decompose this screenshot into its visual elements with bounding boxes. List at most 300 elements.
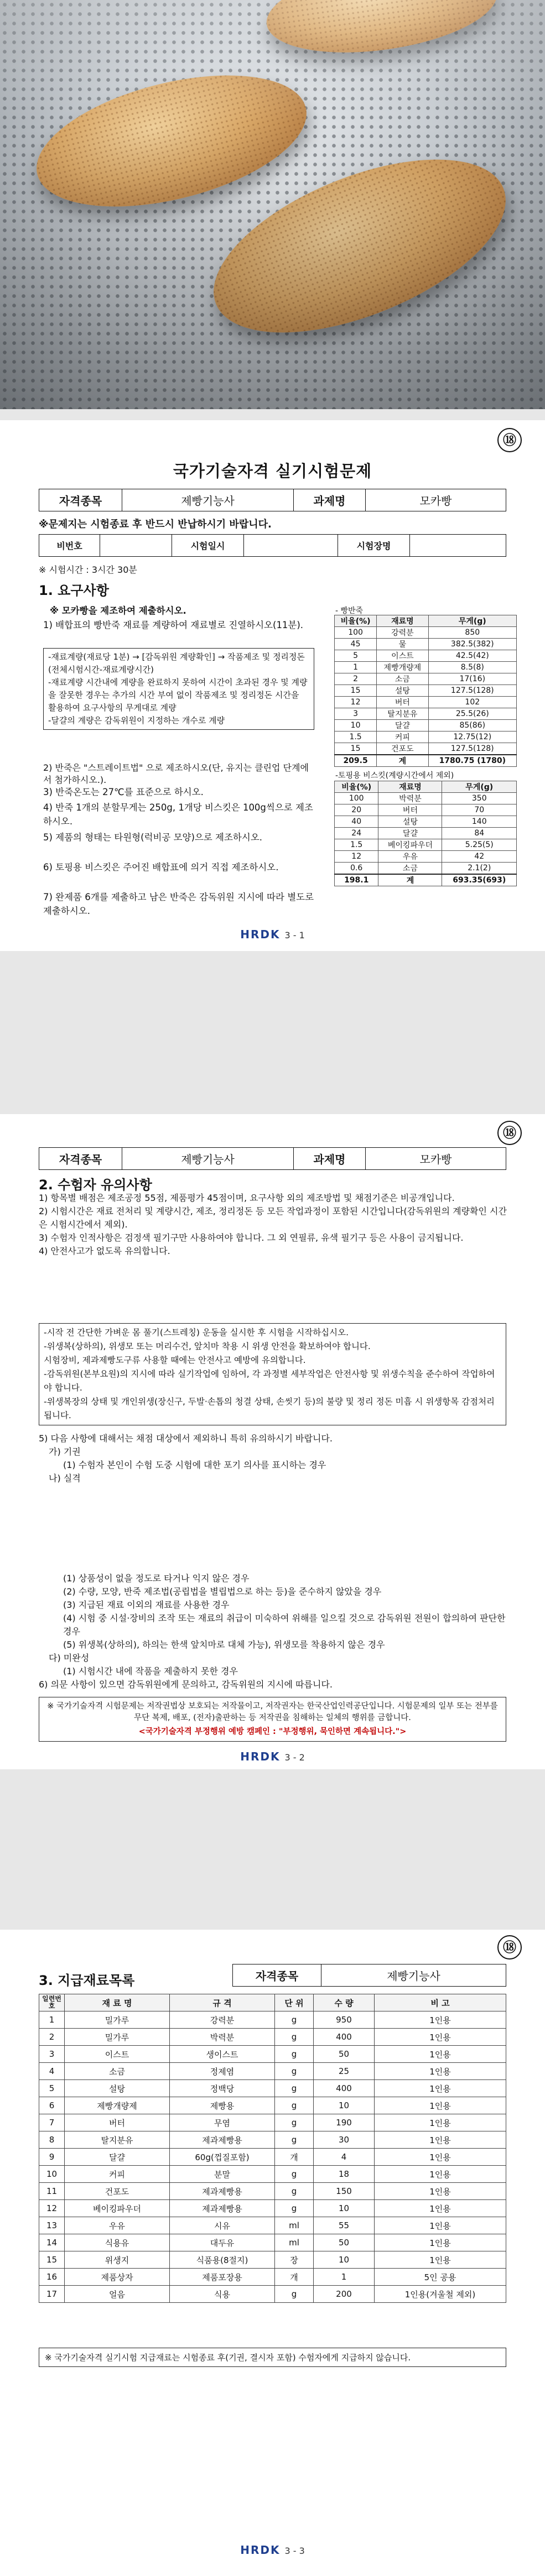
- task-label: 과제명: [294, 489, 366, 511]
- sub-item: (5) 위생복(상하의), 하의는 한색 앞치마로 대체 가능), 위생모를 착용하지 않은 경우: [63, 1639, 385, 1650]
- biscuit-cell: 소금: [378, 863, 442, 875]
- sub-item: (2) 수량, 모양, 반죽 제조법(공립법을 별립법으로 하는 등)을 준수하지 않았을 경우: [63, 1586, 382, 1597]
- col-header: 일련번호: [39, 1994, 65, 2011]
- req-item: 4) 반죽 1개의 분할무게는 250g, 1개당 비스킷은 100g씩으로 제조하시오.: [43, 802, 313, 827]
- sub-item: (1) 상품성이 없을 정도로 타거나 익지 않은 경우: [63, 1573, 250, 1584]
- supply-cell: 개: [275, 2269, 314, 2286]
- biscuit-cell: 12: [335, 851, 378, 863]
- supply-cell: 버터: [65, 2114, 170, 2131]
- copyright-box: [39, 1697, 506, 1742]
- safety-line: -위생복장의 상태 및 개인위생(장신구, 두발·손톱의 청결 상태, 손씻기 등)의 불량 및 정리 정돈 미흡 시 위생항목 감점처리 됩니다.: [44, 1397, 495, 1420]
- supply-cell: 분말: [170, 2166, 275, 2183]
- page-footer: [0, 1750, 545, 1763]
- supply-cell: 1인용: [375, 2080, 506, 2097]
- bread-photo: [0, 0, 545, 409]
- col-header: 재료명: [378, 781, 442, 793]
- dough-cell: 물: [377, 639, 428, 650]
- supply-cell: 얼음: [65, 2286, 170, 2303]
- supply-cell: 제빵용: [170, 2097, 275, 2114]
- exam-row-table: [39, 534, 506, 557]
- table-row: [335, 743, 517, 755]
- supply-cell: 이스트: [65, 2046, 170, 2063]
- supply-cell: 1인용: [375, 2029, 506, 2046]
- col-header: 무게(g): [442, 781, 517, 793]
- supply-cell: 식품용(8절지): [170, 2251, 275, 2269]
- hrdk-logo: HRDK: [240, 2543, 281, 2557]
- exam-page-2-cont: [0, 1573, 545, 1769]
- supply-cell: 9: [39, 2149, 65, 2166]
- table-row: [39, 2166, 506, 2183]
- supply-cell: 190: [314, 2114, 375, 2131]
- supply-cell: 1인용: [375, 2046, 506, 2063]
- supply-cell: 장: [275, 2251, 314, 2269]
- supply-cell: 2: [39, 2029, 65, 2046]
- page-footer: [0, 2543, 545, 2557]
- exam-place-label: 시험장명: [338, 535, 410, 557]
- task-value: 모카빵: [366, 1148, 506, 1170]
- page-separator: [0, 951, 545, 1122]
- dough-cell: 10: [335, 720, 377, 731]
- supply-cell: 달걀: [65, 2149, 170, 2166]
- req-item: 3) 반죽온도는 27℃를 표준으로 하시오.: [43, 787, 204, 797]
- task-value: 모카빵: [366, 489, 506, 511]
- biscuit-cell: 우유: [378, 851, 442, 863]
- col-header: 단 위: [275, 1994, 314, 2011]
- supply-cell: 150: [314, 2183, 375, 2200]
- supply-cell: 10: [39, 2166, 65, 2183]
- dough-cell: 102: [428, 697, 516, 708]
- supply-cell: 탈지분유: [65, 2131, 170, 2149]
- dough-cell: 건포도: [377, 743, 428, 755]
- supply-cell: 18: [314, 2166, 375, 2183]
- cert-value: 제빵기능사: [122, 1148, 294, 1170]
- sub-heading: 다) 미완성: [49, 1653, 90, 1663]
- supply-cell: 14: [39, 2234, 65, 2251]
- biscuit-cell: 달걀: [378, 828, 442, 839]
- table-row: [39, 2234, 506, 2251]
- page-title: 국가기술자격 실기시험문제: [173, 462, 372, 480]
- cert-label: 자격종목: [233, 1964, 321, 1987]
- safety-line: 시험장비, 제과제빵도구류 사용할 때에는 안전사고 예방에 유의합니다.: [44, 1355, 306, 1365]
- table-row: [335, 697, 517, 708]
- exam-page-2: [0, 1114, 545, 1573]
- table-row: [335, 685, 517, 697]
- caution-item: 3) 수험자 인적사항은 검정색 필기구만 사용하여야 합니다. 그 외 연필류, 유색 필기구 등은 사용이 금지됩니다.: [39, 1232, 464, 1243]
- table-row: [39, 2011, 506, 2029]
- col-header: 재 료 명: [65, 1994, 170, 2011]
- total-cell: 계: [377, 755, 428, 767]
- section-heading: 3. 지급재료목록: [39, 1973, 135, 1988]
- safety-line: -시작 전 간단한 가벼운 몸 풀기(스트레칭) 운동을 실시한 후 시험을 시작하십시오.: [44, 1328, 349, 1337]
- supply-cell: 정백당: [170, 2080, 275, 2097]
- supply-cell: 8: [39, 2131, 65, 2149]
- table-row: [39, 2200, 506, 2217]
- dough-cell: 제빵개량제: [377, 662, 428, 673]
- dough-cell: 탈지분유: [377, 708, 428, 720]
- table-row: [39, 2063, 506, 2080]
- supply-cell: 10: [314, 2097, 375, 2114]
- dough-cell: 달걀: [377, 720, 428, 731]
- supply-cell: 제과제빵용: [170, 2183, 275, 2200]
- supply-cell: 400: [314, 2080, 375, 2097]
- biscuit-cell: 버터: [378, 804, 442, 816]
- dough-cell: 버터: [377, 697, 428, 708]
- supply-cell: 커피: [65, 2166, 170, 2183]
- supply-cell: 1인용: [375, 2097, 506, 2114]
- weighing-line: -재료계량(재료당 1분) → [감독위원 계량확인] → 작품제조 및 정리정돈(전체시험시간-재료계량시간): [48, 652, 305, 675]
- section-heading: 1. 요구사항: [39, 583, 109, 598]
- dough-cell: 1: [335, 662, 377, 673]
- caution-item: 1) 항목별 배점은 제조공정 55점, 제품평가 45점이며, 요구사항 외의 제조방법 및 채점기준은 비공개입니다.: [39, 1193, 455, 1203]
- dough-cell: 42.5(42): [428, 650, 516, 662]
- supply-cell: 1인용: [375, 2131, 506, 2149]
- supply-cell: 건포도: [65, 2183, 170, 2200]
- supply-cell: 50: [314, 2046, 375, 2063]
- exam-time: ※ 시험시간 : 3시간 30분: [39, 565, 137, 575]
- campaign-text: <국가기술자격 부정행위 예방 캠페인 : "부정행위, 묵인하면 계속됩니다.">: [138, 1727, 407, 1736]
- dough-cell: 12: [335, 697, 377, 708]
- supply-cell: g: [275, 2029, 314, 2046]
- supply-cell: 위생지: [65, 2251, 170, 2269]
- supply-cell: 베이킹파우더: [65, 2200, 170, 2217]
- supply-cell: 1: [314, 2269, 375, 2286]
- biscuit-cell: 0.6: [335, 863, 378, 875]
- supply-cell: 10: [314, 2200, 375, 2217]
- footer-page: 3 - 3: [284, 2546, 305, 2556]
- table-row: [39, 2149, 506, 2166]
- supply-cell: ml: [275, 2234, 314, 2251]
- dough-cell: 17(16): [428, 673, 516, 685]
- supply-cell: 제빵개량제: [65, 2097, 170, 2114]
- supply-cell: 10: [314, 2251, 375, 2269]
- caution-list: [39, 1192, 509, 1258]
- table-row: [39, 2217, 506, 2234]
- table-row: [335, 662, 517, 673]
- col-header: 수 량: [314, 1994, 375, 2011]
- supply-cell: 15: [39, 2251, 65, 2269]
- page-separator: [0, 1769, 545, 1938]
- return-notice: ※문제지는 시험종료 후 반드시 반납하시기 바랍니다.: [39, 519, 272, 530]
- exam-page-1-cont: [0, 785, 545, 951]
- dough-cell: 5: [335, 650, 377, 662]
- biscuit-cell: 140: [442, 816, 517, 828]
- page-footer: [0, 928, 545, 941]
- dough-cell: 15: [335, 685, 377, 697]
- col-header: 비 고: [375, 1994, 506, 2011]
- supply-cell: 13: [39, 2217, 65, 2234]
- supply-cell: 1인용: [375, 2183, 506, 2200]
- supply-cell: g: [275, 2131, 314, 2149]
- supply-cell: 식용유: [65, 2234, 170, 2251]
- supply-cell: g: [275, 2200, 314, 2217]
- dough-cell: 커피: [377, 731, 428, 743]
- supply-cell: 1인용(겨울철 제외): [375, 2286, 506, 2303]
- table-row: [335, 816, 517, 828]
- exam-info-table: [39, 1147, 506, 1170]
- supply-cell: 정제염: [170, 2063, 275, 2080]
- supply-cell: 1인용: [375, 2200, 506, 2217]
- supply-cell: 제품상자: [65, 2269, 170, 2286]
- dough-cell: 382.5(382): [428, 639, 516, 650]
- supply-cell: 5: [39, 2080, 65, 2097]
- supply-cell: 제과제빵용: [170, 2131, 275, 2149]
- supply-cell: 1인용: [375, 2149, 506, 2166]
- dough-cell: 85(86): [428, 720, 516, 731]
- supply-cell: 개: [275, 2149, 314, 2166]
- dough-table-caption: - 빵반죽: [335, 607, 364, 615]
- hrdk-logo: HRDK: [240, 928, 281, 941]
- dough-cell: 15: [335, 743, 377, 755]
- table-row: [39, 2251, 506, 2269]
- dough-cell: 25.5(26): [428, 708, 516, 720]
- total-cell: 209.5: [335, 755, 377, 767]
- supply-cell: g: [275, 2063, 314, 2080]
- dough-cell: 12.75(12): [428, 731, 516, 743]
- section-heading: 2. 수험자 유의사항: [39, 1177, 152, 1193]
- req-item: 1) 배합표의 빵반죽 재료를 계량하여 재료별로 진열하시오(11분).: [43, 620, 304, 630]
- biscuit-cell: 84: [442, 828, 517, 839]
- dough-cell: 850: [428, 627, 516, 639]
- cert-value: 제빵기능사: [321, 1964, 506, 1987]
- table-row: [335, 673, 517, 685]
- total-row: [335, 874, 517, 886]
- supply-cell: 제품포장용: [170, 2269, 275, 2286]
- supply-cell: 50: [314, 2234, 375, 2251]
- table-row: [39, 2269, 506, 2286]
- sub-item: (3) 지급된 재료 이외의 재료를 사용한 경우: [63, 1600, 230, 1610]
- supply-cell: 1인용: [375, 2234, 506, 2251]
- table-row: [335, 708, 517, 720]
- table-row: [335, 804, 517, 816]
- supply-cell: 1인용: [375, 2063, 506, 2080]
- exam-page-3: [0, 1930, 545, 2576]
- page-number-badge: ⑱: [497, 1121, 522, 1145]
- supply-cell: g: [275, 2080, 314, 2097]
- supply-cell: 밀가루: [65, 2029, 170, 2046]
- supply-cell: 강력분: [170, 2011, 275, 2029]
- dough-cell: 2: [335, 673, 377, 685]
- caution-item: 6) 의문 사항이 있으면 감독위원에게 문의하고, 감독위원의 지시에 따릅니다.: [39, 1679, 333, 1690]
- dough-cell: 127.5(128): [428, 685, 516, 697]
- table-row: [335, 863, 517, 875]
- biscuit-cell: 1.5: [335, 839, 378, 851]
- sub-heading: 가) 기권: [49, 1446, 81, 1457]
- disqualify-list: [39, 1432, 509, 1485]
- supply-cell: 설탕: [65, 2080, 170, 2097]
- table-row: [39, 2286, 506, 2303]
- biscuit-cell: 베이킹파우더: [378, 839, 442, 851]
- supply-cell: 1인용: [375, 2217, 506, 2234]
- table-row: [335, 851, 517, 863]
- supply-cell: 대두유: [170, 2234, 275, 2251]
- disqualify-list-cont: [39, 1572, 509, 1691]
- col-header: 무게(g): [428, 615, 516, 627]
- supply-cell: g: [275, 2097, 314, 2114]
- total-cell: 1780.75 (1780): [428, 755, 516, 767]
- dough-cell: 강력분: [377, 627, 428, 639]
- biscuit-cell: 20: [335, 804, 378, 816]
- req-lead: ※ 모카빵을 제조하여 제출하시오.: [50, 605, 186, 616]
- table-row: [335, 828, 517, 839]
- footer-page: 3 - 2: [284, 1752, 305, 1763]
- supply-cell: 6: [39, 2097, 65, 2114]
- total-row: [335, 755, 517, 767]
- exam-info-table: [39, 489, 506, 511]
- supply-cell: 생이스트: [170, 2046, 275, 2063]
- supply-cell: 60g(껍질포함): [170, 2149, 275, 2166]
- supply-cell: 5인 공용: [375, 2269, 506, 2286]
- req-item: 2) 반죽은 "스트레이트법" 으로 제조하시오(단, 유지는 클린업 단계에서 첨가하시오.).: [43, 762, 309, 785]
- biscuit-cell: 5.25(5): [442, 839, 517, 851]
- dough-cell: 127.5(128): [428, 743, 516, 755]
- supply-cell: 17: [39, 2286, 65, 2303]
- cert-label: 자격종목: [39, 1148, 122, 1170]
- supply-cell: 30: [314, 2131, 375, 2149]
- supply-cell: 밀가루: [65, 2011, 170, 2029]
- caution-item: 2) 시험시간은 재료 전처리 및 계량시간, 제조, 정리정돈 등 모든 작업과정이 포함된 시간입니다(감독위원의 계량확인 시간은 시험시간에서 제외).: [39, 1206, 507, 1230]
- supply-cell: 950: [314, 2011, 375, 2029]
- caution-item: 4) 안전사고가 없도록 유의합니다.: [39, 1246, 170, 1256]
- table-row: [39, 2114, 506, 2131]
- sub-item: (4) 시험 중 시설·장비의 조작 또는 재료의 취급이 미숙하여 위해를 일으킬 것으로 감독위원 전원이 합의하여 판단한 경우: [63, 1613, 506, 1637]
- biscuit-cell: 40: [335, 816, 378, 828]
- safety-line: -감독위원(본부요원)의 지시에 따라 실기작업에 임하여, 각 과정별 세부작업은 안전사항 및 위생수칙을 준수하여 작업하여야 합니다.: [44, 1369, 495, 1393]
- supply-cell: 55: [314, 2217, 375, 2234]
- supply-cell: g: [275, 2114, 314, 2131]
- supply-cell: 4: [39, 2063, 65, 2080]
- dough-cell: 소금: [377, 673, 428, 685]
- biscuit-cell: 42: [442, 851, 517, 863]
- supply-cell: 1인용: [375, 2114, 506, 2131]
- dough-cell: 100: [335, 627, 377, 639]
- caution-item: 5) 다음 사항에 대해서는 채점 대상에서 제외하니 특히 유의하시기 바랍니다.: [39, 1433, 333, 1444]
- table-row: [335, 720, 517, 731]
- table-row: [335, 731, 517, 743]
- dough-cell: 8.5(8): [428, 662, 516, 673]
- supply-note: ※ 국가기술자격 실기시험 지급재료는 시험종료 후(기권, 결시자 포함) 수험자에게 지급하지 않습니다.: [45, 2353, 411, 2363]
- page-number-badge: ⑱: [497, 1935, 522, 1960]
- dough-cell: 45: [335, 639, 377, 650]
- table-row: [335, 793, 517, 804]
- sub-item: (1) 시험시간 내에 작품을 제출하지 못한 경우: [63, 1666, 238, 1676]
- cert-value: 제빵기능사: [122, 489, 294, 511]
- table-row: [39, 2131, 506, 2149]
- weighing-line: -재료계량 시간내에 계량을 완료하지 못하여 시간이 초과된 경우 및 계량을 잘못한 경우는 추가의 시간 부여 없이 작품제조 및 정리정돈 시간을 활용하여 요구사항의 무게대로 계량: [48, 677, 308, 713]
- supply-cell: 우유: [65, 2217, 170, 2234]
- supply-cell: 소금: [65, 2063, 170, 2080]
- sub-item: (1) 수험자 본인이 수험 도중 시험에 대한 포기 의사를 표시하는 경우: [63, 1460, 326, 1470]
- dough-recipe-table: [334, 615, 517, 767]
- supply-cell: 7: [39, 2114, 65, 2131]
- col-header: 규 격: [170, 1994, 275, 2011]
- copyright-text: ※ 국가기술자격 시험문제는 저작권법상 보호되는 저작물이고, 저작권자는 한국산업인력공단입니다. 시험문제의 일부 또는 전부를 무단 복제, 배포, (전자)출판하는 등 저작권을 침해하는 일체의 행위를 금합니다.: [47, 1702, 498, 1722]
- table-row: [39, 2097, 506, 2114]
- biscuit-cell: 24: [335, 828, 378, 839]
- supply-cell: 시유: [170, 2217, 275, 2234]
- total-cell: 계: [378, 874, 442, 886]
- table-row: [335, 839, 517, 851]
- table-row: [39, 2080, 506, 2097]
- footer-page: 3 - 1: [284, 930, 305, 940]
- cert-info-table: [232, 1964, 506, 1987]
- weighing-notice-box: [43, 648, 314, 730]
- sub-heading: 나) 실격: [49, 1473, 81, 1483]
- total-cell: 693.35(693): [442, 874, 517, 886]
- supply-note-box: [39, 2348, 506, 2367]
- supply-cell: g: [275, 2166, 314, 2183]
- biscuit-cell: 70: [442, 804, 517, 816]
- safety-box: [39, 1323, 506, 1425]
- table-row: [335, 639, 517, 650]
- supply-cell: g: [275, 2286, 314, 2303]
- supply-cell: g: [275, 2183, 314, 2200]
- table-row: [335, 627, 517, 639]
- supply-cell: 4: [314, 2149, 375, 2166]
- biscuit-recipe-table: [334, 781, 517, 886]
- supply-cell: 11: [39, 2183, 65, 2200]
- page-separator: [0, 409, 545, 420]
- dough-cell: 설탕: [377, 685, 428, 697]
- supply-cell: 3: [39, 2046, 65, 2063]
- supply-cell: 1인용: [375, 2251, 506, 2269]
- biscuit-cell: 설탕: [378, 816, 442, 828]
- supply-cell: 25: [314, 2063, 375, 2080]
- dough-cell: 1.5: [335, 731, 377, 743]
- page-number-badge: ⑱: [497, 428, 522, 452]
- supply-cell: 16: [39, 2269, 65, 2286]
- supply-cell: 1인용: [375, 2011, 506, 2029]
- biscuit-table-caption: -토핑용 비스킷(계량시간에서 제외): [335, 771, 454, 780]
- col-header: 재료명: [377, 615, 428, 627]
- req-item: 6) 토핑용 비스킷은 주어진 배합표에 의거 직접 제조하시오.: [43, 862, 279, 872]
- exam-date-label: 시험일시: [172, 535, 244, 557]
- biscuit-cell: 2.1(2): [442, 863, 517, 875]
- req-item: 5) 제품의 형태는 타원형(럭비공 모양)으로 제조하시오.: [43, 832, 262, 843]
- supply-cell: 무염: [170, 2114, 275, 2131]
- supply-cell: 식용: [170, 2286, 275, 2303]
- table-row: [39, 2183, 506, 2200]
- table-row: [39, 2046, 506, 2063]
- table-row: [39, 2029, 506, 2046]
- task-label: 과제명: [294, 1148, 366, 1170]
- hrdk-logo: HRDK: [240, 1750, 281, 1763]
- supply-cell: 제과제빵용: [170, 2200, 275, 2217]
- supply-cell: 200: [314, 2286, 375, 2303]
- cert-label: 자격종목: [39, 489, 122, 511]
- req-item: 7) 완제품 6개를 제출하고 남은 반죽은 감독위원 지시에 따라 별도로 제출하시오.: [43, 892, 314, 916]
- dough-cell: 이스트: [377, 650, 428, 662]
- exam-page-1: [0, 420, 545, 785]
- supply-cell: 400: [314, 2029, 375, 2046]
- biscuit-cell: 박력분: [378, 793, 442, 804]
- supply-cell: 박력분: [170, 2029, 275, 2046]
- supply-cell: g: [275, 2011, 314, 2029]
- supply-table: [39, 1994, 506, 2303]
- total-cell: 198.1: [335, 874, 378, 886]
- supply-cell: 1인용: [375, 2166, 506, 2183]
- dough-cell: 3: [335, 708, 377, 720]
- biscuit-cell: 100: [335, 793, 378, 804]
- exam-number-label: 비번호: [39, 535, 100, 557]
- col-header: 비율(%): [335, 781, 378, 793]
- table-row: [335, 650, 517, 662]
- col-header: 비율(%): [335, 615, 377, 627]
- safety-line: -위생복(상하의), 위생모 또는 머리수건, 앞치마 착용 시 위생 안전을 확보하여야 합니다.: [44, 1341, 371, 1351]
- supply-cell: g: [275, 2046, 314, 2063]
- biscuit-cell: 350: [442, 793, 517, 804]
- supply-cell: ml: [275, 2217, 314, 2234]
- supply-cell: 1: [39, 2011, 65, 2029]
